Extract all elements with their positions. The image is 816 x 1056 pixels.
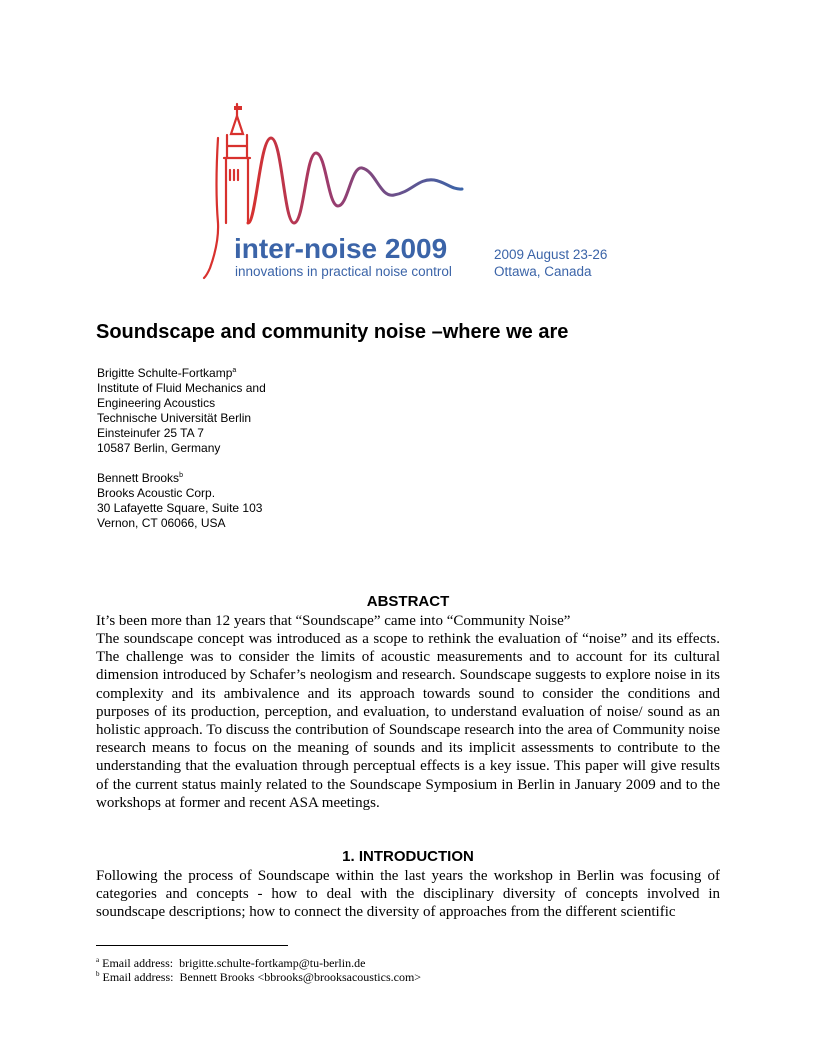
logo-tagline: innovations in practical noise control xyxy=(235,264,452,279)
sound-wave-graphic xyxy=(248,138,462,223)
conference-location: Ottawa, Canada xyxy=(494,264,592,279)
paper-title: Soundscape and community noise –where we are xyxy=(96,321,569,343)
author-name xyxy=(97,471,266,486)
author-name-text: Bennett Brooks xyxy=(97,471,180,485)
affiliation-line: Technische Universität Berlin xyxy=(97,411,252,425)
footnote-label: Email address: xyxy=(102,970,174,984)
footnote-label: Email address: xyxy=(102,956,174,970)
abstract-heading: ABSTRACT xyxy=(366,593,450,610)
author-name-text: Brigitte Schulte-Fortkamp xyxy=(97,366,233,380)
author-block xyxy=(97,366,266,456)
affiliation-line: 10587 Berlin, Germany xyxy=(97,441,221,455)
footnote-mark: a xyxy=(232,367,237,374)
footnote-mark: b xyxy=(96,970,100,978)
affiliation-line: 30 Lafayette Square, Suite 103 xyxy=(97,501,263,515)
footnote-item xyxy=(96,970,421,984)
abstract-first-line: It’s been more than 12 years that “Soundscape” came into “Community Noise” xyxy=(96,613,571,629)
author-name xyxy=(97,366,266,381)
introduction-heading: 1. INTRODUCTION xyxy=(342,848,474,865)
affiliation-line: Institute of Fluid Mechanics and xyxy=(97,381,266,395)
footnote-divider xyxy=(96,945,288,946)
affiliation-line: Brooks Acoustic Corp. xyxy=(97,486,216,500)
introduction-body: Following the process of Soundscape within the last years the workshop in Berlin was focusing of categories and concepts - how to deal with the disciplinary diversity of concepts involved in soundscape descriptions; how to connect the diversity of approaches from the different scientific xyxy=(96,868,720,921)
affiliation-line: Engineering Acoustics xyxy=(97,396,216,410)
footnote-item xyxy=(96,956,421,970)
email-address[interactable]: Bennett Brooks <bbrooks@brooksacoustics.com> xyxy=(179,970,422,984)
author-block xyxy=(97,471,266,531)
affiliation-line: Vernon, CT 06066, USA xyxy=(97,516,226,530)
logo-wordmark: inter-noise 2009 xyxy=(234,233,448,264)
footnote-mark: a xyxy=(96,956,100,964)
conference-date: 2009 August 23-26 xyxy=(494,247,608,262)
abstract-body: The soundscape concept was introduced as a scope to rethink the evaluation of “noise” and its effects. The challenge was to consider the limits of acoustic measurements and to account for its cultural dimension introduced by Schafer’s neologism and research. Soundscape suggests to explore noise in its complexity and its ambivalence and its approach towards sound to consider the conditions and purposes of its production, perception, and evaluation, to understand evaluation of noise/ sound as an holistic approach. To discuss the contribution of Soundscape research into the area of Community noise research means to focus on the meaning of sounds and its implicit assessments to contribute to the understanding that the evaluation through perceptual effects is a key issue. This paper will give results of the current status mainly related to the Soundscape Symposium in Berlin in January 2009 and to the workshops at former and recent ASA meetings. xyxy=(96,631,720,811)
email-address[interactable]: brigitte.schulte-fortkamp@tu-berlin.de xyxy=(179,956,366,970)
author-list xyxy=(97,366,266,531)
footnote-mark: b xyxy=(179,472,183,479)
footnotes xyxy=(96,956,421,984)
affiliation-line: Einsteinufer 25 TA 7 xyxy=(97,426,204,440)
conference-logo xyxy=(196,98,626,288)
